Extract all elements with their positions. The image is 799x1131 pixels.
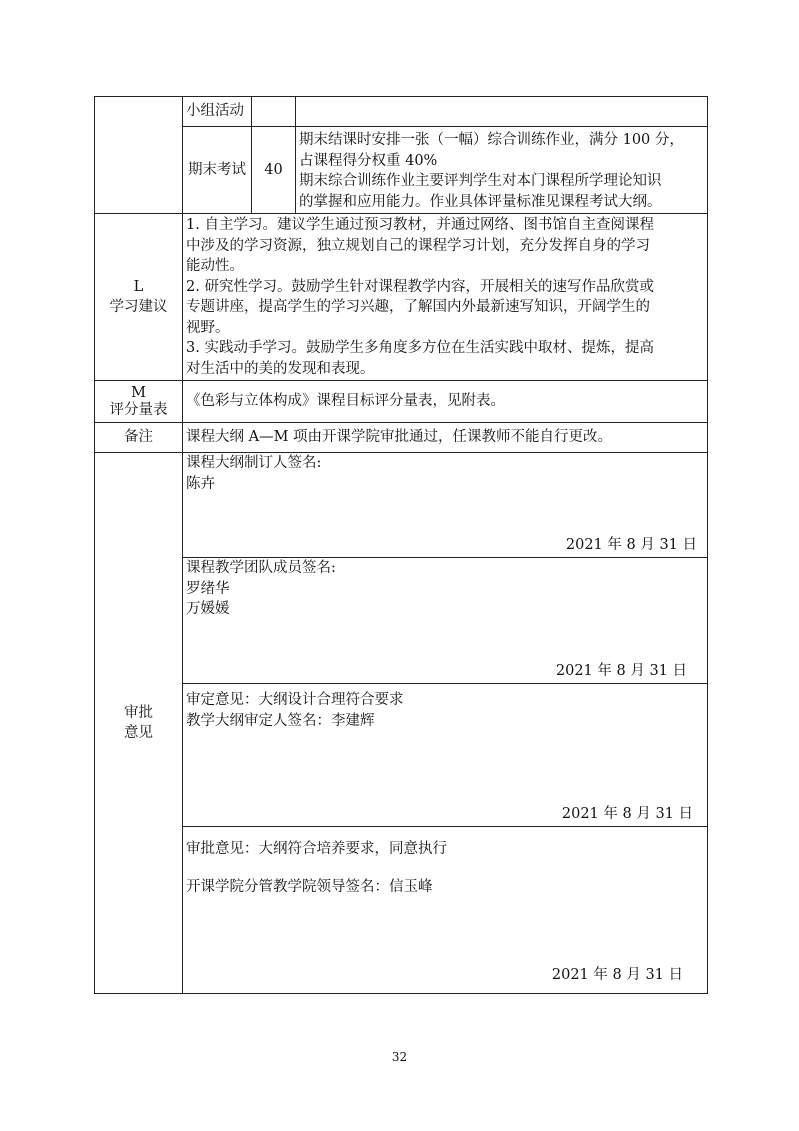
signature-block (183, 827, 708, 994)
learning-advice-label (95, 214, 183, 381)
approval-label-line: 意见 (124, 725, 153, 741)
final-exam-desc-line: 期末结课时安排一张（一幅）综合训练作业，满分 100 分， (299, 132, 684, 148)
signature-line: 万媛媛 (186, 601, 230, 617)
signature-date: 2021 年 8 月 31 日 (561, 805, 693, 822)
remarks-text: 课程大纲 A—M 项由开课学院审批通过，任课教师不能自行更改。 (183, 423, 708, 453)
signature-line: 审定意见：大纲设计合理符合要求 (186, 692, 404, 708)
learning-advice-line: 1. 自主学习。建议学生通过预习教材，并通过网络、图书馆自主查阅课程 (186, 217, 654, 233)
row-approval-3 (95, 684, 708, 827)
approval-label (95, 453, 183, 994)
learning-advice-content (183, 214, 708, 381)
signature-line: 陈卉 (186, 475, 215, 492)
row-final-exam (95, 127, 708, 214)
row-remarks (95, 423, 708, 453)
learning-advice-line: 中涉及的学习资源，独立规划自己的课程学习计划，充分发挥自身的学习 (186, 237, 650, 254)
section-title-m: 评分量表 (109, 401, 168, 418)
signature-line: 审批意见：大纲符合培养要求，同意执行 (186, 841, 447, 857)
row-approval-2 (95, 558, 708, 684)
section-code-l: L (133, 278, 144, 295)
signature-block (183, 684, 708, 827)
rubric-label (95, 381, 183, 423)
signature-date: 2021 年 8 月 31 日 (555, 662, 687, 679)
signature-date: 2021 年 8 月 31 日 (565, 536, 697, 553)
signature-line: 课程大纲制订人签名: (186, 455, 322, 471)
row-approval-1 (95, 453, 708, 558)
final-exam-desc-line: 期末综合训练作业主要评判学生对本门课程所学理论知识 (299, 173, 662, 189)
final-exam-weight: 40 (252, 127, 296, 214)
signature-line: 教学大纲审定人签名：李建辉 (186, 712, 375, 729)
signature-block (183, 453, 708, 558)
learning-advice-line: 对生活中的美的发现和表现。 (186, 360, 375, 377)
final-exam-desc-line: 占课程得分权重 40% (299, 152, 438, 169)
grading-left-cell (95, 97, 183, 214)
learning-advice-line: 视野。 (186, 319, 230, 336)
group-activity-desc (296, 97, 708, 127)
row-approval-4 (95, 827, 708, 994)
final-exam-label: 期末考试 (183, 127, 252, 214)
syllabus-table (94, 96, 708, 994)
learning-advice-line: 能动性。 (186, 258, 244, 274)
remarks-label: 备注 (95, 423, 183, 453)
learning-advice-line: 2. 研究性学习。鼓励学生针对课程教学内容，开展相关的速写作品欣赏或 (186, 278, 654, 295)
signature-line: 课程教学团队成员签名: (186, 560, 336, 576)
learning-advice-line: 3. 实践动手学习。鼓励学生多角度多方位在生活实践中取材、提炼，提高 (186, 340, 654, 356)
section-code-m: M (131, 384, 146, 401)
signature-date: 2021 年 8 月 31 日 (551, 966, 683, 983)
approval-label-line: 审批 (124, 704, 153, 721)
page-number: 32 (391, 1050, 408, 1064)
final-exam-desc (296, 127, 708, 214)
signature-line: 罗绪华 (186, 580, 230, 597)
rubric-text: 《色彩与立体构成》课程目标评分量表，见附表。 (183, 381, 708, 423)
group-activity-weight (252, 97, 296, 127)
group-activity-label: 小组活动 (183, 97, 252, 127)
learning-advice-line: 专题讲座，提高学生的学习兴趣，了解国内外最新速写知识，开阔学生的 (186, 299, 650, 315)
signature-block (183, 558, 708, 684)
row-learning-advice (95, 214, 708, 381)
row-rubric (95, 381, 708, 423)
final-exam-desc-line: 的掌握和应用能力。作业具体评量标准见课程考试大纲。 (299, 193, 662, 210)
signature-line: 开课学院分管教学院领导签名：信玉峰 (186, 878, 433, 895)
section-title-l: 学习建议 (109, 299, 168, 315)
row-group-activity (95, 97, 708, 127)
